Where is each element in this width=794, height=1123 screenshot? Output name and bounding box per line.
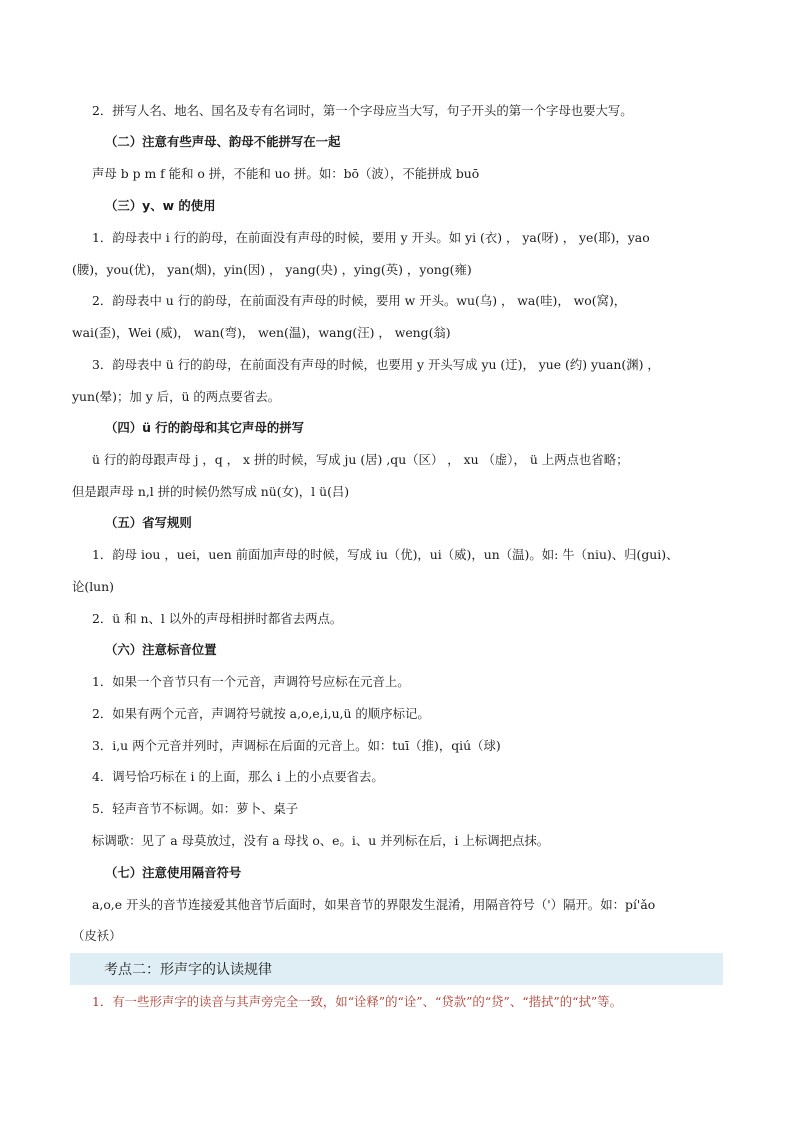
section-7-line-2: （皮袄） bbox=[72, 928, 122, 943]
section-4-line-2: 但是跟声母 n,l 拼的时候仍然写成 nü(女)，l ü(吕) bbox=[72, 484, 350, 499]
section-3-line-6: yun(晕)；加 y 后，ü 的两点要省去。 bbox=[72, 389, 281, 404]
section-6-heading: （六）注意标音位置 bbox=[105, 642, 217, 657]
section-6-line-5: 5．轻声音节不标调。如：萝卜、桌子 bbox=[92, 801, 299, 816]
section-5-line-2: 论(lun) bbox=[72, 579, 114, 594]
section-6-line-6: 标调歌：见了 a 母莫放过，没有 a 母找 o、e。i、u 并列标在后，i 上标调把点抹。 bbox=[92, 833, 550, 848]
section-3-line-5: 3．韵母表中 ü 行的韵母，在前面没有声母的时候，也要用 y 开头写成 yu (迂)， yue (约) yuan(渊) ， bbox=[92, 357, 660, 372]
section-6-line-4: 4．调号恰巧标在 i 的上面，那么 i 上的小点要省去。 bbox=[92, 769, 384, 784]
section-7-heading: （七）注意使用隔音符号 bbox=[105, 865, 242, 880]
section-3-line-1: 1．韵母表中 i 行的韵母，在前面没有声母的时候，要用 y 开头。如 yi (衣) ， ya(呀) ， ye(耶)，yao bbox=[92, 230, 650, 245]
section-6-line-2: 2．如果有两个元音，声调符号就按 a,o,e,i,u,ü 的顺序标记。 bbox=[92, 706, 430, 721]
section-7-line-1: a,o,e 开头的音节连接爱其他音节后面时，如果音节的界限发生混淆，用隔音符号（'）隔开。如：pí'ǎo bbox=[92, 897, 656, 912]
section-2-line-1: 声母 b p m f 能和 o 拼，不能和 uo 拼。如：bō（波），不能拼成 buō bbox=[92, 166, 480, 181]
section-2-heading: （二）注意有些声母、韵母不能拼写在一起 bbox=[105, 134, 341, 149]
section-4-line-1: ü 行的韵母跟声母 j ，q ， x 拼的时候，写成 ju (居) ,qu（区） ， xu （虚）， ü 上两点也省略； bbox=[92, 452, 629, 467]
section-5-line-3: 2．ü 和 n、l 以外的声母相拼时都省去两点。 bbox=[92, 611, 343, 626]
section-5-heading: （五）省写规则 bbox=[105, 515, 192, 530]
rule-2-capitalization: 2．拼写人名、地名、国名及专有名词时，第一个字母应当大写，句子开头的第一个字母也要大写。 bbox=[92, 103, 633, 118]
section-3-heading: （三）y、w 的使用 bbox=[105, 198, 216, 213]
section-3-line-2: (腰)，you(优)， yan(烟)，yin(因) ， yang(央) ，ying(英) ，yong(雍) bbox=[72, 262, 472, 277]
kaodian-2-title: 考点二：形声字的认读规律 bbox=[104, 962, 272, 978]
section-3-line-3: 2．韵母表中 u 行的韵母，在前面没有声母的时候，要用 w 开头。wu(乌) ， wa(哇)， wo(窝)， bbox=[92, 293, 627, 308]
section-6-line-1: 1．如果一个音节只有一个元音，声调符号应标在元音上。 bbox=[92, 674, 410, 689]
section-5-line-1: 1．韵母 iou ，uei，uen 前面加声母的时候，写成 iu（优)，ui（威)，un（温)。如: 牛（niu)、归(gui)、 bbox=[92, 547, 679, 562]
kaodian-2-rule-1: 1．有一些形声字的读音与其声旁完全一致，如“诠释”的“诠”、“贷款”的“贷”、“揩拭”的“拭”等。 bbox=[92, 994, 622, 1009]
section-4-heading: （四）ü 行的韵母和其它声母的拼写 bbox=[105, 420, 304, 435]
section-6-line-3: 3．i,u 两个元音并列时，声调标在后面的元音上。如：tuī（推)，qiú（球) bbox=[92, 738, 501, 753]
section-3-line-4: wai(歪)，Wei (威)， wan(弯)， wen(温)，wang(汪) ， weng(翁) bbox=[72, 325, 451, 340]
